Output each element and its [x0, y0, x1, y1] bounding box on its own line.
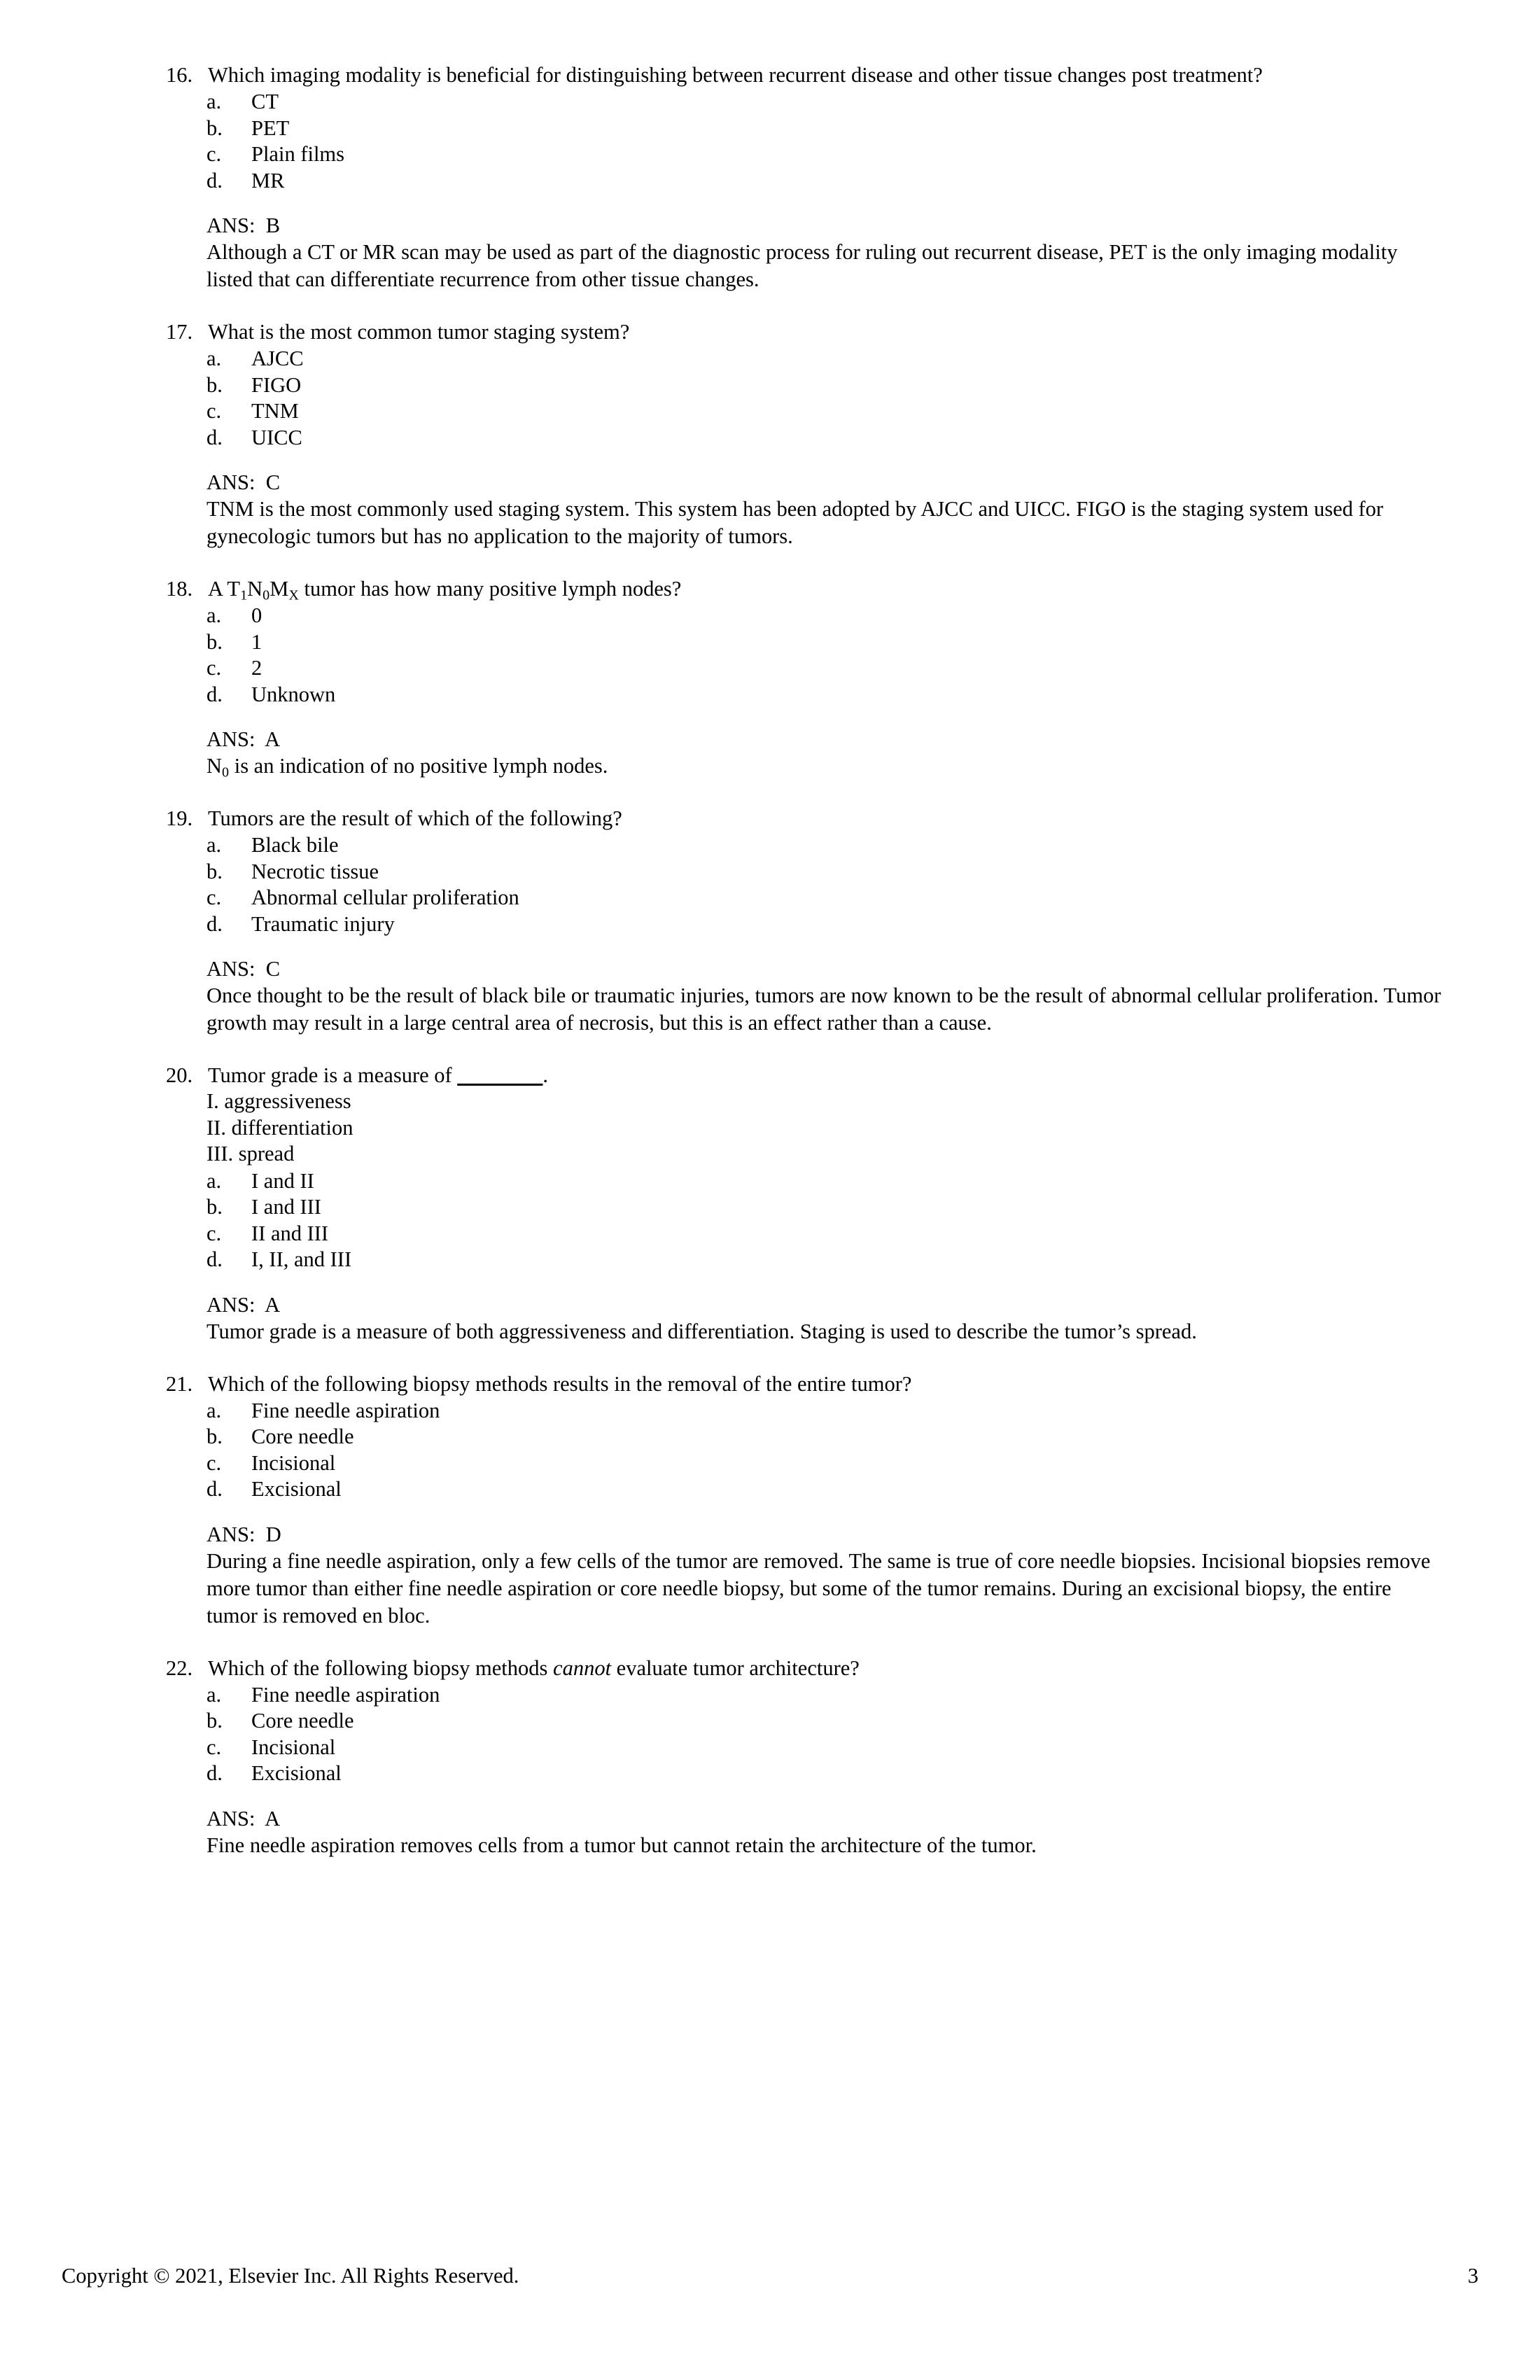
option-b[interactable] — [206, 859, 1447, 886]
answer-label: ANS: — [206, 727, 255, 751]
question-heading — [166, 575, 1447, 602]
question-heading — [166, 318, 1447, 345]
option-text: Core needle — [251, 1709, 354, 1732]
option-text: FIGO — [251, 372, 302, 397]
answer-line — [206, 1805, 1447, 1832]
answer-label: ANS: — [206, 957, 255, 981]
answer-explanation: Fine needle aspiration removes cells from a tumor but cannot retain the architecture of the tumor. — [206, 1833, 1037, 1857]
answer-value: A — [265, 1292, 281, 1317]
option-a[interactable] — [206, 1682, 1447, 1709]
subscript-1: 1 — [240, 587, 248, 603]
question-number: 21. — [166, 1371, 193, 1396]
roman-item-ii: II. differentiation — [206, 1115, 354, 1140]
option-letter: d. — [206, 168, 223, 192]
question-heading — [166, 1655, 1447, 1681]
question-number: 22. — [166, 1656, 193, 1680]
answer-block — [166, 1521, 1447, 1630]
question-text-prefix: Tumor grade is a measure of — [208, 1063, 458, 1087]
option-letter: c. — [206, 656, 222, 680]
option-b[interactable] — [206, 1194, 1447, 1221]
emphasized-word: cannot — [553, 1656, 612, 1680]
option-text: 0 — [251, 603, 262, 627]
page-number: 3 — [1467, 2264, 1478, 2288]
questions-container — [166, 62, 1447, 1884]
answer-value: B — [265, 214, 281, 237]
subscript-0: 0 — [262, 587, 270, 603]
option-letter: c. — [206, 1735, 222, 1759]
option-text: Black bile — [251, 833, 339, 857]
page-footer — [62, 2262, 1478, 2289]
answer-options — [166, 1682, 1447, 1787]
option-text: 1 — [251, 629, 262, 654]
option-letter: a. — [206, 346, 222, 370]
option-d[interactable] — [206, 682, 1447, 708]
option-text: MR — [251, 168, 285, 192]
option-a[interactable] — [206, 832, 1447, 859]
option-letter: c. — [206, 1450, 222, 1475]
option-text: Unknown — [251, 682, 336, 706]
subscript-x: X — [288, 587, 299, 603]
question-text: What is the most common tumor staging system? — [208, 320, 630, 344]
question-heading — [166, 62, 1447, 88]
option-c[interactable] — [206, 1221, 1447, 1247]
answer-line — [206, 469, 1447, 496]
question-number: 16. — [166, 63, 193, 87]
option-letter: a. — [206, 1168, 222, 1193]
answer-value: A — [265, 727, 281, 751]
option-letter: c. — [206, 142, 222, 166]
option-letter: d. — [206, 425, 223, 449]
question-heading — [166, 1371, 1447, 1397]
option-text: 2 — [251, 656, 262, 680]
answer-value: D — [265, 1522, 281, 1546]
answer-explanation: Although a CT or MR scan may be used as part of the diagnostic process for ruling out recurrent disease, PET is the only imaging modality listed that can differentiate recurrence from other tissue changes. — [206, 240, 1398, 291]
answer-options — [166, 603, 1447, 708]
answer-block — [166, 1805, 1447, 1859]
question-block-21 — [166, 1371, 1447, 1630]
answer-block — [166, 212, 1447, 293]
option-c[interactable] — [206, 655, 1447, 682]
answer-explanation: Tumor grade is a measure of both aggressiveness and differentiation. Staging is used to describe the tumor’s spread. — [206, 1319, 1197, 1343]
question-text: Which imaging modality is beneficial for distinguishing between recurrent disease and other tissue changes post treatment? — [208, 63, 1263, 87]
option-letter: c. — [206, 1221, 222, 1245]
option-text: AJCC — [251, 346, 304, 370]
option-text: Incisional — [251, 1450, 336, 1475]
question-text — [208, 1655, 1447, 1681]
option-letter: d. — [206, 1761, 223, 1785]
answer-label: ANS: — [206, 470, 255, 494]
answer-options — [166, 1398, 1447, 1503]
answer-explanation: TNM is the most commonly used staging system. This system has been adopted by AJCC and UICC. FIGO is the staging system used for gynecologic tumors but has no application to the majority of tumors. — [206, 497, 1384, 548]
option-d[interactable] — [206, 168, 1447, 195]
question-number: 19. — [166, 806, 193, 830]
option-text: I and II — [251, 1168, 314, 1193]
option-letter: a. — [206, 1682, 222, 1707]
question-heading — [166, 805, 1447, 832]
option-text: Incisional — [251, 1735, 336, 1759]
question-block-19 — [166, 805, 1447, 1037]
option-letter: b. — [206, 115, 223, 140]
answer-explanation: During a fine needle aspiration, only a few cells of the tumor are removed. The same is true of core needle biopsies. Incisional biopsies remove more tumor than either fine needle aspiration or core needle biopsy, but some of the tumor remains. During an excisional biopsy, the entire tumor is removed en bloc. — [206, 1548, 1431, 1628]
option-letter: d. — [206, 1477, 223, 1501]
question-block-16 — [166, 62, 1447, 293]
option-a[interactable] — [206, 346, 1447, 372]
question-text — [208, 1062, 1447, 1088]
option-d[interactable] — [206, 425, 1447, 451]
answer-options — [166, 832, 1447, 937]
option-letter: b. — [206, 629, 223, 654]
option-letter: b. — [206, 1424, 223, 1448]
option-text: I, II, and III — [251, 1247, 352, 1271]
option-c[interactable] — [206, 885, 1447, 911]
answer-line — [206, 955, 1447, 982]
answer-value: A — [265, 1806, 281, 1830]
option-letter: b. — [206, 1195, 223, 1219]
option-text: Excisional — [251, 1477, 342, 1501]
option-text: Plain films — [251, 142, 345, 166]
answer-line — [206, 212, 1447, 239]
option-c[interactable] — [206, 141, 1447, 168]
answer-explanation: Once thought to be the result of black bile or traumatic injuries, tumors are now known to be the result of abnormal cellular proliferation. Tumor growth may result in a large central area of necrosis, but this is an effect rather than a cause. — [206, 983, 1441, 1035]
option-letter: d. — [206, 911, 223, 936]
option-d[interactable] — [206, 911, 1447, 938]
question-text-before-emphasis: Which of the following biopsy methods — [208, 1656, 554, 1680]
option-letter: b. — [206, 1709, 223, 1732]
answer-options — [166, 89, 1447, 194]
option-letter: b. — [206, 372, 223, 397]
option-text: Traumatic injury — [251, 911, 395, 936]
option-letter: c. — [206, 399, 222, 423]
subscript-0: 0 — [222, 764, 230, 780]
answer-value: C — [265, 470, 281, 494]
question-number: 20. — [166, 1063, 193, 1087]
copyright-notice: Copyright © 2021, Elsevier Inc. All Rights Reserved. — [62, 2264, 519, 2288]
option-a[interactable] — [206, 603, 1447, 629]
option-d[interactable] — [206, 1760, 1447, 1787]
option-letter: c. — [206, 886, 222, 909]
question-number: 17. — [166, 320, 193, 344]
option-text: I and III — [251, 1195, 321, 1219]
answer-block — [166, 469, 1447, 550]
option-text: Abnormal cellular proliferation — [251, 886, 519, 909]
option-a[interactable] — [206, 89, 1447, 115]
option-c[interactable] — [206, 398, 1447, 425]
option-letter: d. — [206, 682, 223, 706]
answer-label: ANS: — [206, 1806, 255, 1830]
option-text: Fine needle aspiration — [251, 1682, 440, 1707]
answer-block — [166, 1292, 1447, 1345]
answer-line — [206, 1521, 1447, 1548]
question-block-18 — [166, 575, 1447, 780]
question-block-20 — [166, 1062, 1447, 1345]
answer-line — [206, 1292, 1447, 1318]
answer-block — [166, 726, 1447, 780]
option-text: Fine needle aspiration — [251, 1398, 440, 1422]
option-text: Core needle — [251, 1424, 354, 1448]
option-text: Excisional — [251, 1761, 342, 1785]
answer-line — [206, 726, 1447, 752]
option-letter: a. — [206, 1398, 222, 1422]
option-text: TNM — [251, 399, 299, 423]
question-text-suffix: . — [542, 1063, 548, 1087]
option-letter: b. — [206, 859, 223, 883]
option-letter: d. — [206, 1247, 223, 1271]
option-c[interactable] — [206, 1735, 1447, 1761]
answer-label: ANS: — [206, 1292, 255, 1317]
option-b[interactable] — [206, 1708, 1447, 1735]
question-text: A $T_1N_0M_X$ tumor has how many positive lymph nodes? — [208, 577, 682, 603]
option-b[interactable] — [206, 629, 1447, 656]
answer-options — [166, 1168, 1447, 1273]
option-letter: a. — [206, 90, 222, 113]
question-heading — [166, 1062, 1447, 1088]
option-letter: a. — [206, 833, 222, 857]
answer-value: C — [265, 957, 281, 981]
question-text: Which of the following biopsy methods results in the removal of the entire tumor? — [208, 1371, 912, 1396]
option-b[interactable] — [206, 372, 1447, 399]
option-d[interactable] — [206, 1247, 1447, 1273]
question-text-after-emphasis: evaluate tumor architecture? — [611, 1656, 860, 1680]
option-a[interactable] — [206, 1398, 1447, 1424]
option-b[interactable] — [206, 115, 1447, 142]
question-block-17 — [166, 318, 1447, 550]
roman-item-iii: III. spread — [206, 1142, 295, 1166]
option-b[interactable] — [206, 1424, 1447, 1450]
answer-explanation: $N_0$ is an indication of no positive lymph nodes. — [206, 754, 608, 780]
answer-label: ANS: — [206, 214, 255, 237]
roman-item-i: I. aggressiveness — [206, 1089, 351, 1113]
option-text: PET — [251, 115, 290, 140]
question-number: 18. — [166, 577, 193, 601]
option-c[interactable] — [206, 1450, 1447, 1477]
roman-numeral-list — [166, 1088, 1447, 1168]
question-text: Tumors are the result of which of the following? — [208, 806, 622, 830]
option-text: CT — [251, 90, 279, 113]
answer-options — [166, 346, 1447, 451]
option-text: UICC — [251, 425, 302, 449]
option-text: II and III — [251, 1221, 329, 1245]
option-text: Necrotic tissue — [251, 859, 379, 883]
question-block-22 — [166, 1655, 1447, 1859]
answer-label: ANS: — [206, 1522, 255, 1546]
fill-in-blank: ________ — [457, 1063, 543, 1087]
option-a[interactable] — [206, 1168, 1447, 1195]
option-letter: a. — [206, 603, 222, 627]
option-d[interactable] — [206, 1476, 1447, 1503]
answer-block — [166, 955, 1447, 1037]
